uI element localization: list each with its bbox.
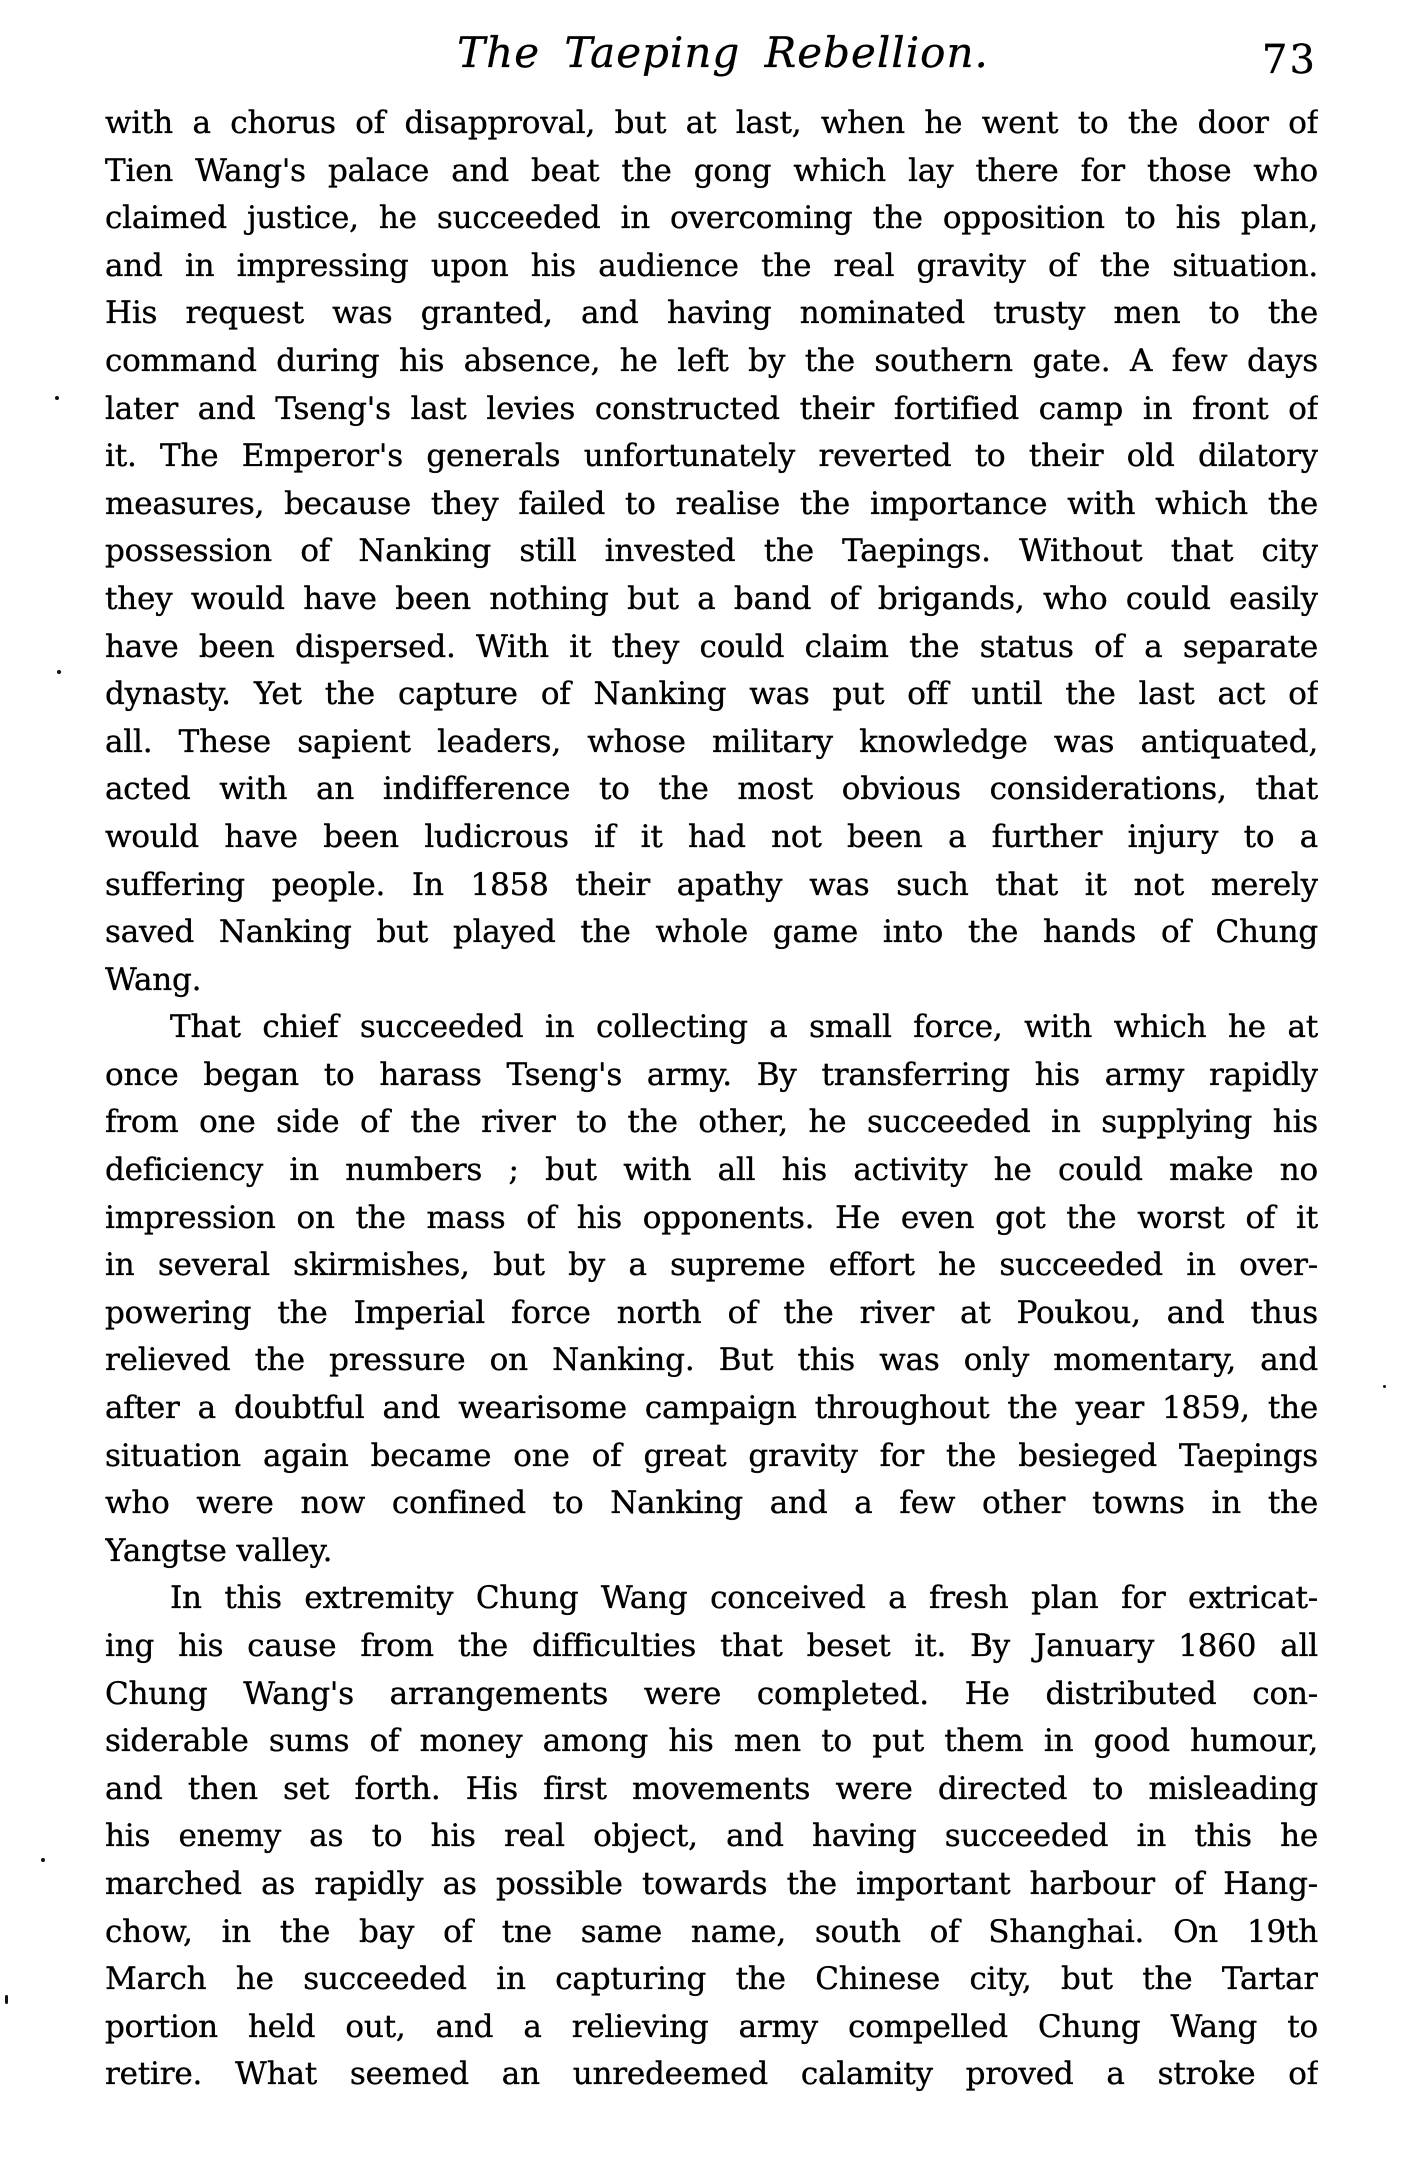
text-line: and in impressing upon his audience the real gravity of the situation.: [105, 247, 1318, 284]
page-number: 73: [1262, 37, 1317, 83]
text-line: possession of Nanking still invested the Taepings. Without that city: [105, 533, 1318, 570]
text-line: dynasty. Yet the capture of Nanking was put off until the last act of: [105, 676, 1318, 713]
scan-speck: [1383, 1385, 1386, 1388]
body-text: [105, 100, 1318, 2099]
text-line: measures, because they failed to realise the importance with which the: [105, 485, 1318, 522]
text-line: who were now confined to Nanking and a few other towns in the: [105, 1485, 1318, 1522]
text-line: chow, in the bay of tne same name, south of Shanghai. On 19th: [105, 1913, 1318, 1950]
text-line: deficiency in numbers ; but with all his activity he could make no: [105, 1152, 1318, 1189]
text-line: they would have been nothing but a band of brigands, who could easily: [105, 580, 1318, 617]
text-line: ing his cause from the difficulties that beset it. By January 1860 all: [105, 1628, 1318, 1664]
text-line: retire. What seemed an unredeemed calamity proved a stroke of: [105, 2056, 1318, 2093]
text-line-paragraph-end: Yangtse valley.: [105, 1532, 333, 1569]
text-line-paragraph-start: That chief succeeded in collecting a small force, with which he at: [170, 1009, 1318, 1046]
text-line: powering the Imperial force north of the river at Poukou, and thus: [105, 1294, 1318, 1331]
text-line: it. The Emperor's generals unfortunately reverted to their old dilatory: [105, 438, 1318, 475]
scan-speck: [57, 670, 61, 674]
text-line: in several skirmishes, but by a supreme effort he succeeded in over-: [105, 1247, 1318, 1284]
text-line: all. These sapient leaders, whose military knowledge was antiquated,: [105, 723, 1318, 760]
scan-speck: [55, 396, 59, 400]
text-line: would have been ludicrous if it had not been a further injury to a: [105, 818, 1318, 855]
text-line: with a chorus of disapproval, but at last, when he went to the door of: [105, 105, 1318, 141]
text-line: from one side of the river to the other, he succeeded in supplying his: [105, 1104, 1318, 1141]
text-line-paragraph-start: In this extremity Chung Wang conceived a fresh plan for extricat-: [170, 1580, 1318, 1617]
text-line: after a doubtful and wearisome campaign throughout the year 1859, the: [105, 1390, 1318, 1427]
scan-speck: [41, 1858, 45, 1862]
text-line: portion held out, and a relieving army compelled Chung Wang to: [105, 2008, 1318, 2045]
text-line: and then set forth. His first movements were directed to misleading: [105, 1770, 1318, 1807]
text-line: once began to harass Tseng's army. By transferring his army rapidly: [105, 1056, 1318, 1093]
text-line: siderable sums of money among his men to put them in good humour,: [105, 1723, 1318, 1760]
text-line: relieved the pressure on Nanking. But this was only momentary, and: [105, 1342, 1318, 1379]
text-line: his enemy as to his real object, and having succeeded in this he: [105, 1818, 1318, 1855]
text-line: His request was granted, and having nominated trusty men to the: [105, 295, 1318, 332]
text-line: command during his absence, he left by the southern gate. A few days: [105, 342, 1318, 379]
text-line: later and Tseng's last levies constructed their fortified camp in front of: [105, 390, 1318, 427]
text-line: March he succeeded in capturing the Chinese city, but the Tartar: [105, 1961, 1318, 1998]
text-line: impression on the mass of his opponents. He even got the worst of it: [105, 1199, 1318, 1236]
text-line-paragraph-end: Wang.: [105, 961, 202, 998]
text-line: marched as rapidly as possible towards the important harbour of Hang-: [105, 1865, 1318, 1902]
text-line: situation again became one of great gravity for the besieged Taepings: [105, 1437, 1318, 1474]
text-line: Tien Wang's palace and beat the gong which lay there for those who: [105, 152, 1318, 189]
text-line: Chung Wang's arrangements were completed. He distributed con-: [105, 1675, 1318, 1712]
text-line: saved Nanking but played the whole game into the hands of Chung: [105, 914, 1318, 951]
text-line: claimed justice, he succeeded in overcoming the opposition to his plan,: [105, 200, 1318, 237]
text-line: acted with an indifference to the most obvious considerations, that: [105, 771, 1318, 808]
page-title: The Taeping Rebellion.: [457, 28, 989, 77]
scan-speck: [5, 1995, 8, 2004]
text-line: suffering people. In 1858 their apathy was such that it not merely: [105, 866, 1318, 903]
text-line: have been dispersed. With it they could claim the status of a separate: [105, 628, 1318, 665]
